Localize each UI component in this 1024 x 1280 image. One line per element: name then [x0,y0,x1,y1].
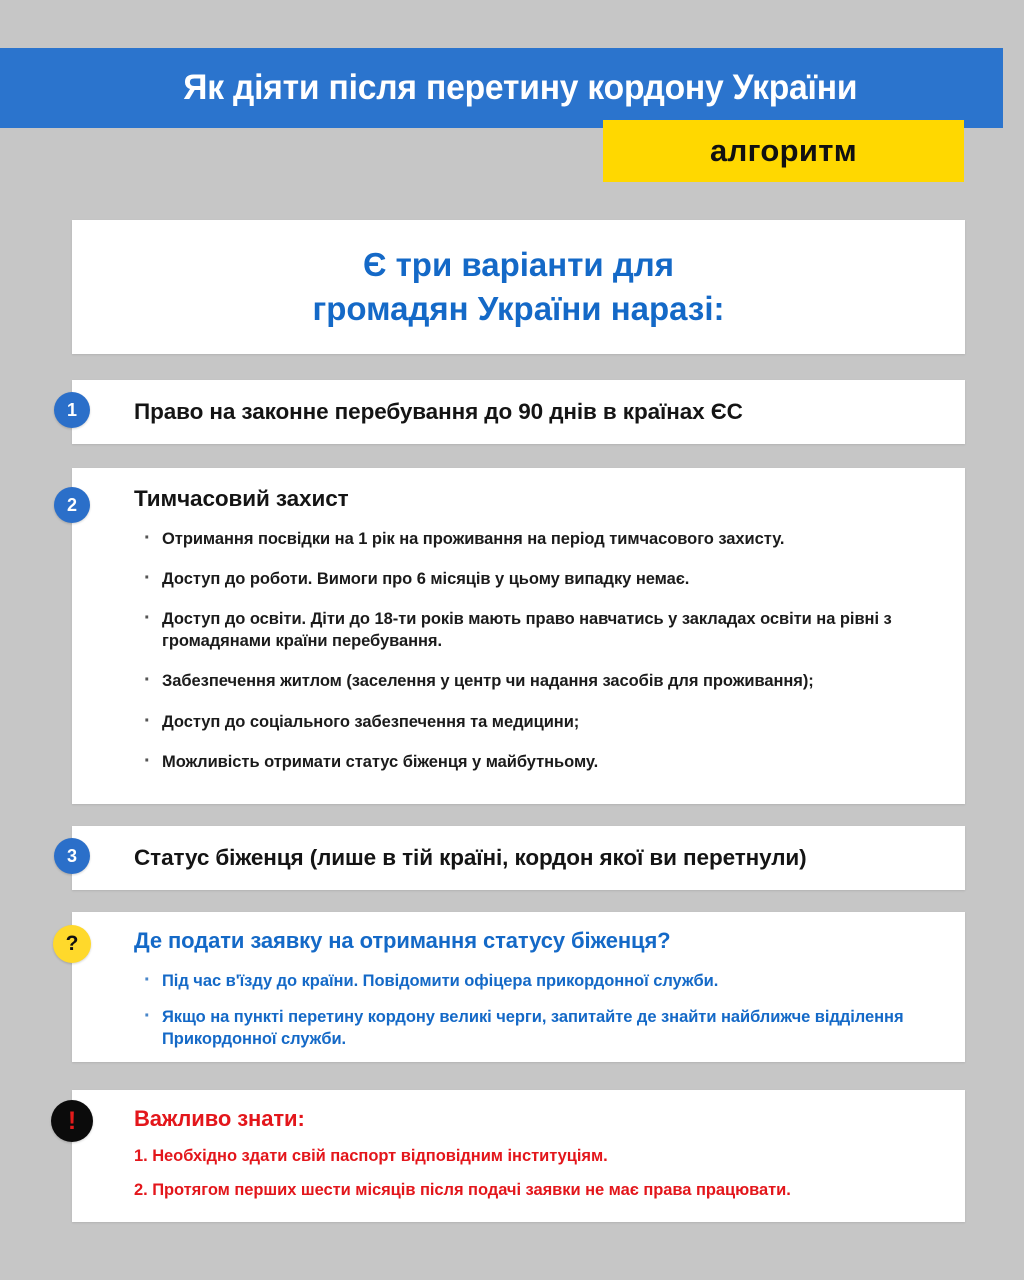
header-tag-label: алгоритм [710,133,857,168]
list-item: · Доступ до соціального забезпечення та медицини; [162,711,929,733]
intro-line-1: Є три варіанти для [362,246,675,284]
header-bar [0,48,1003,128]
number-badge-2 [54,487,90,523]
list-item: · Доступ до освіти. Діти до 18-ти років мають право навчатись у закладах освіти на рівні з громадянами країни перебування. [162,608,929,652]
badge-label: 1 [66,399,77,420]
question-bullet-list [72,970,965,1050]
number-badge-1 [54,392,90,428]
list-item: · Якщо на пункті перетину кордону великі черги, запитайте де знайти найближче відділення Прикордонної служби. [162,1006,929,1050]
step-2-bullet-list [72,528,965,773]
step-card-3 [72,826,965,890]
important-card [72,1090,965,1222]
list-item: · Під час в'їзду до країни. Повідомити офіцера прикордонної служби. [162,970,929,992]
header-tag-banner [603,120,964,182]
question-title: Де подати заявку на отримання статусу біженця? [134,928,671,953]
list-item: 2. Протягом перших шести місяців після подачі заявки не має права працювати. [134,1181,791,1200]
important-list [72,1146,965,1202]
list-item: · Можливість отримати статус біженця у майбутньому. [162,751,929,773]
page-title: Як діяти після перетину кордону України [183,68,858,107]
badge-label: ? [65,932,79,955]
badge-label: ! [67,1106,77,1135]
intro-line-2: громадян України наразі: [312,290,725,327]
list-item: · Отримання посвідки на 1 рік на проживання на період тимчасового захисту. [162,528,929,550]
step-title-3: Статус біженця (лише в тій країні, кордон якої ви перетнули) [134,845,807,870]
step-card-2 [72,468,965,804]
badge-label: 2 [66,494,77,515]
step-card-1 [72,380,965,444]
question-card [72,912,965,1062]
list-item: · Забезпечення житлом (заселення у центр чи надання засобів для проживання); [162,670,929,692]
number-badge-3 [54,838,90,874]
badge-label: 3 [66,845,77,866]
step-title-1: Право на законне перебування до 90 днів в країнах ЄС [134,399,743,424]
important-title: Важливо знати: [134,1106,305,1131]
intro-card [72,220,965,354]
list-item: · Доступ до роботи. Вимоги про 6 місяців у цьому випадку немає. [162,568,929,590]
list-item: 1. Необхідно здати свій паспорт відповідним інституціям. [134,1147,608,1165]
question-mark-icon [53,925,91,963]
exclamation-mark-icon [51,1100,93,1142]
step-title-2: Тимчасовий захист [134,486,349,511]
